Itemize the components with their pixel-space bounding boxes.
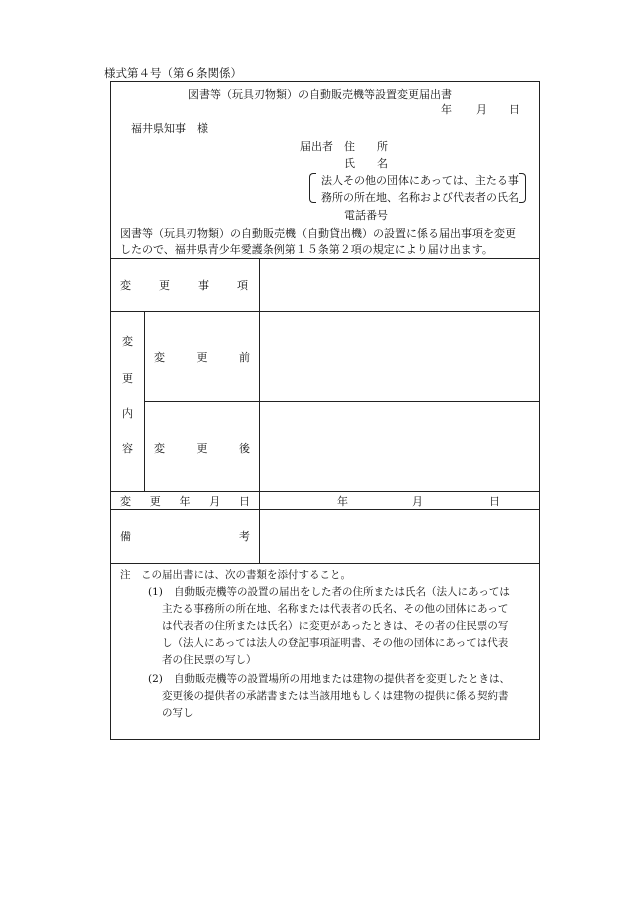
change-content-char: 更 [122,372,133,385]
address-label: 住 所 [344,140,388,153]
change-item-label [120,280,248,291]
date-day: 日 [509,103,520,116]
rule-label-column [259,258,260,563]
change-date-label [120,496,250,507]
rule-remarks-bottom [110,563,540,564]
before-char: 変 [154,351,165,364]
rule-date-bottom [110,509,540,510]
before-char: 前 [239,351,250,364]
name-label: 氏 名 [344,157,388,170]
note-item2-line: の写し [162,707,194,719]
date-year: 年 [441,103,452,116]
form-number: 様式第４号（第６条関係） [104,66,242,80]
change-content-char: 内 [122,407,133,420]
rule-before-bottom [144,401,540,402]
remarks-field[interactable] [261,511,538,562]
body-line2: したので、福井県青少年愛護条例第１５条第２項の規定により届け出ます。 [120,243,493,256]
change-item-char: 項 [237,279,248,292]
note-item1-line: 者の住民票の写し） [162,654,257,666]
rule-change-item-bottom [110,311,540,312]
after-label [154,443,250,454]
note-item1-line: 自動販売機等の設置の届出をした者の住所または氏名（法人にあっては [174,586,510,598]
rule-header-bottom [110,258,540,259]
note-item1-number: (1) [148,586,163,598]
note-item1-line: し（法人にあっては法人の登記事項証明書、その他の団体にあっては代表 [162,637,509,649]
change-date-char: 年 [179,495,191,508]
note-item1-line: は代表者の住所または氏名）に変更があったときは、その者の住民票の写 [162,620,509,632]
remarks-char: 考 [239,530,250,543]
before-field[interactable] [261,313,538,400]
change-date-char: 更 [149,495,161,508]
remarks-label [120,531,250,542]
notes-intro: 注 この届出書には、次の書類を添付すること。 [120,569,351,581]
change-item-field[interactable] [261,260,538,310]
corp-note-close-bracket [519,173,526,203]
note-item1-line: 主たる事務所の所在地、名称または代表者の氏名、その他の団体にあって [162,603,509,615]
note-item2-line: 自動販売機等の設置場所の用地または建物の提供者を変更したときは、 [174,673,510,685]
addressee: 福井県知事 様 [131,122,208,135]
change-content-char: 容 [122,442,133,455]
change-date-char: 月 [209,495,221,508]
change-item-char: 事 [198,279,209,292]
after-field[interactable] [261,403,538,490]
change-date-char: 日 [239,495,250,508]
after-char: 後 [239,442,250,455]
change-date-year: 年 [337,495,348,508]
change-item-char: 変 [120,279,131,292]
after-char: 更 [196,442,208,455]
corp-note-line2: 務所の所在地、名称および代表者の氏名 [321,191,519,204]
after-char: 変 [154,442,165,455]
body-line1: 図書等（玩具刃物類）の自動販売機（自動貸出機）の設置に係る届出事項を変更 [120,227,516,240]
corp-note-open-bracket [309,173,316,203]
remarks-char: 備 [120,530,131,543]
change-date-month: 月 [412,495,423,508]
before-char: 更 [196,351,208,364]
change-date-char: 変 [120,495,131,508]
change-content-char: 変 [122,335,133,348]
note-item2-line: 変更後の提供者の承諾書または当該用地もしくは建物の提供に係る契約書 [162,690,509,702]
before-label [154,352,250,363]
applicant-label: 届出者 [300,140,333,153]
form-title: 図書等（玩具刃物類）の自動販売機等設置変更届出書 [188,88,452,101]
date-month: 月 [476,103,487,116]
rule-content-column [144,311,145,491]
change-date-day: 日 [489,495,500,508]
phone-label: 電話番号 [344,209,388,222]
change-item-char: 更 [159,279,170,292]
corp-note-line1: 法人その他の団体にあっては、主たる事 [321,174,519,187]
note-item2-number: (2) [148,673,163,685]
